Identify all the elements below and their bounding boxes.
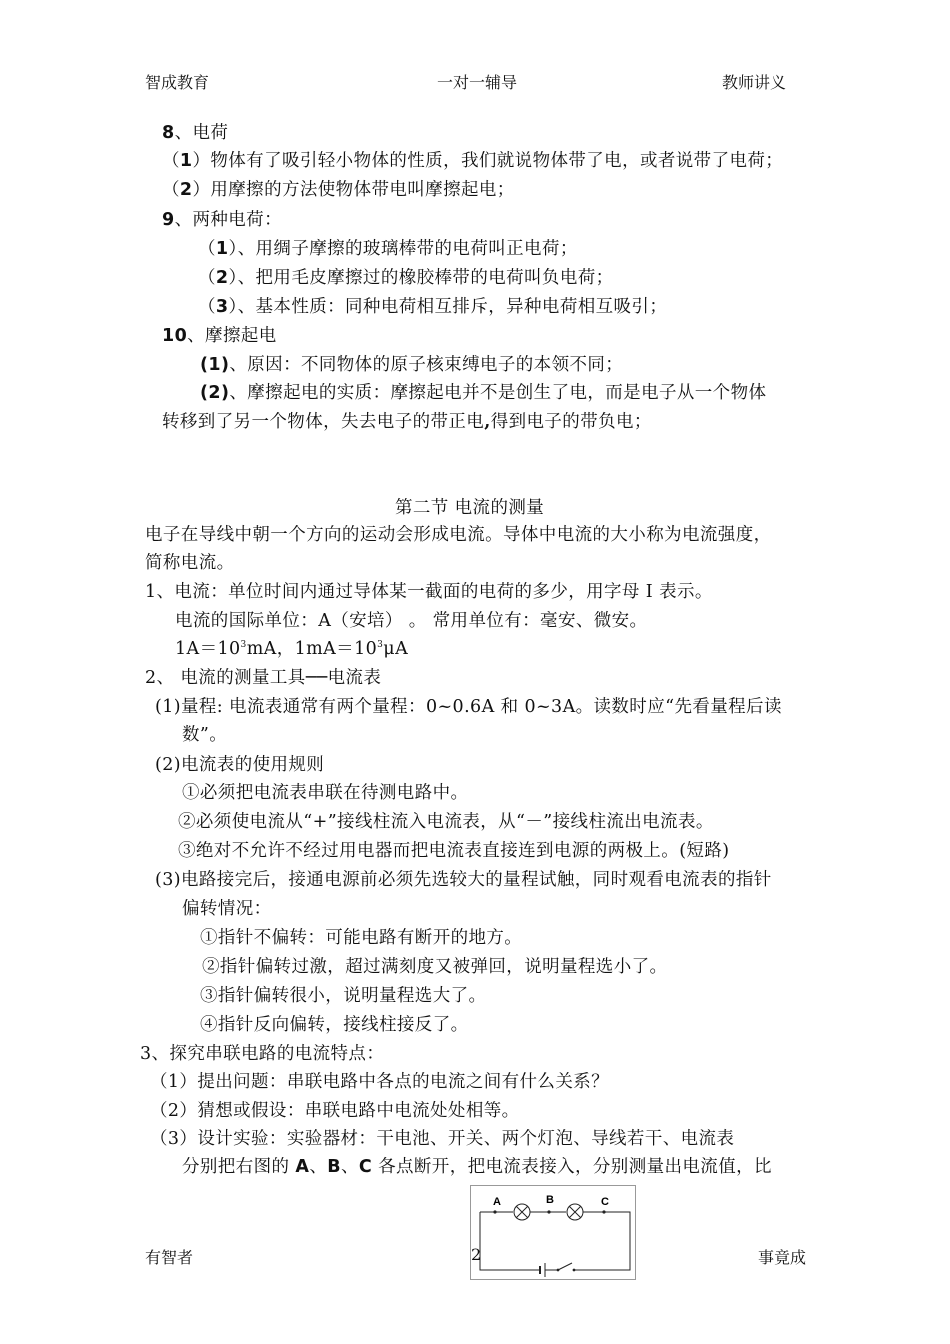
item-number: 1 — [215, 239, 229, 259]
point-c-label: C — [601, 1196, 609, 1208]
point-label: C — [358, 1157, 373, 1177]
s10-item-2 — [200, 379, 766, 404]
footer-right: 事竟成 — [758, 1248, 807, 1267]
item-number: (2) — [200, 383, 230, 403]
case-2: ②指针偏转过激，超过满刻度又被弹回，说明量程选小了。 — [202, 957, 668, 977]
item-number: 2 — [179, 180, 193, 200]
s10-number: 10 — [162, 326, 188, 346]
point-1-units: 电流的国际单位：A（安培） 。 常用单位有：毫安、微安。 — [175, 611, 648, 631]
point-a-label: A — [493, 1196, 501, 1208]
s9-item-3 — [198, 293, 667, 318]
rule-2: ②必须使电流从“+”接线柱流入电流表，从“－”接线柱流出电流表。 — [178, 812, 714, 832]
s10-item-1 — [200, 351, 623, 376]
rule-3: ③绝对不允许不经过用电器而把电流表直接连到电源的两极上。(短路) — [178, 841, 730, 861]
point-2-trial: (3)电路接完后，接通电源前必须先选较大的量程试触，同时观看电流表的指针 — [155, 870, 772, 890]
exponent: 3 — [240, 640, 247, 651]
conv-text: μA — [383, 639, 409, 659]
s9-title: 、两种电荷： — [174, 210, 282, 230]
intro-line-2: 简称电流。 — [145, 553, 235, 573]
s8-number: 8 — [162, 123, 175, 143]
exponent: 3 — [377, 640, 384, 651]
rule-1: ①必须把电流表串联在待测电路中。 — [182, 783, 469, 803]
item-number: 2 — [215, 268, 229, 288]
point-a-dot — [493, 1210, 496, 1213]
item-number: 3 — [215, 297, 229, 317]
item-number: (1) — [200, 355, 230, 375]
point-1-conversion — [175, 635, 408, 660]
s10-title: 、摩擦起电 — [187, 326, 277, 346]
item-text: ）、把用毛皮摩擦过的橡胶棒带的电荷叫负电荷； — [228, 268, 614, 288]
separator: 、 — [340, 1157, 359, 1177]
paren: （ — [198, 239, 216, 259]
point-1: 1、电流：单位时间内通过导体某一截面的电荷的多少，用字母 I 表示。 — [145, 582, 713, 602]
point-label: B — [327, 1157, 341, 1177]
item-text: ）、用绸子摩擦的玻璃棒带的电荷叫正电荷； — [228, 239, 578, 259]
point-3-design: （3）设计实验：实验器材：干电池、开关、两个灯泡、导线若干、电流表 — [150, 1129, 735, 1149]
s8-heading — [162, 119, 228, 144]
point-2-trial-cont: 偏转情况： — [182, 899, 272, 919]
proc-text: 各点断开，把电流表接入，分别测量出电流值，比 — [372, 1157, 772, 1177]
section-title: 第二节 电流的测量 — [395, 498, 545, 518]
footer-left: 有智者 — [145, 1248, 194, 1267]
point-c-dot — [602, 1210, 605, 1213]
switch-pivot — [557, 1269, 560, 1272]
header-left: 智成教育 — [145, 73, 210, 92]
point-b-dot — [547, 1210, 550, 1213]
header-center: 一对一辅导 — [437, 73, 518, 92]
case-3: ③指针偏转很小，说明量程选大了。 — [200, 986, 487, 1006]
s10-item-2-continued — [162, 408, 652, 433]
point-3-hypothesis: （2）猜想或假设：串联电路中电流处处相等。 — [150, 1101, 520, 1121]
point-3-procedure — [182, 1153, 772, 1178]
s9-item-1 — [198, 235, 578, 260]
case-1: ①指针不偏转：可能电路有断开的地方。 — [200, 928, 523, 948]
point-b-label: B — [546, 1194, 554, 1206]
item-text: ）物体有了吸引轻小物体的性质，我们就说物体带了电，或者说带了电荷； — [192, 151, 784, 171]
page-number: 2 — [471, 1245, 482, 1264]
point-3: 3、探究串联电路的电流特点： — [140, 1044, 385, 1064]
s8-title: 、电荷 — [174, 123, 229, 143]
header-right: 教师讲义 — [722, 73, 787, 92]
point-label: A — [295, 1157, 310, 1177]
item-text: ）用摩擦的方法使物体带电叫摩擦起电； — [192, 180, 515, 200]
s9-item-2 — [198, 264, 614, 289]
point-3-question: （1）提出问题：串联电路中各点的电流之间有什么关系？ — [150, 1072, 610, 1092]
s10-heading — [162, 322, 277, 347]
s9-number: 9 — [162, 210, 175, 230]
separator: 、 — [309, 1157, 328, 1177]
point-2-range: (1)量程: 电流表通常有两个量程：0~0.6A 和 0~3A。读数时应“先看量程后读 — [155, 697, 782, 717]
conv-text: 1A＝10 — [175, 639, 241, 659]
comma: , — [484, 412, 491, 432]
item-text: 、原因：不同物体的原子核束缚电子的本领不同； — [229, 355, 624, 375]
series-circuit-diagram — [470, 1185, 636, 1280]
paren: （ — [198, 297, 216, 317]
item-text: ）、基本性质：同种电荷相互排斥，异种电荷相互吸引； — [228, 297, 668, 317]
point-2-rules: (2)电流表的使用规则 — [155, 755, 325, 775]
paren: （ — [162, 151, 180, 171]
paren: （ — [198, 268, 216, 288]
point-2: 2、 电流的测量工具──电流表 — [145, 668, 382, 688]
s8-item-1 — [162, 147, 783, 172]
paren: （ — [162, 180, 180, 200]
s8-item-2 — [162, 176, 515, 201]
intro-line-1: 电子在导线中朝一个方向的运动会形成电流。导体中电流的大小称为电流强度， — [145, 525, 772, 545]
item-number: 1 — [179, 151, 193, 171]
point-2-range-cont: 数”。 — [182, 725, 228, 745]
switch-contact — [573, 1269, 576, 1272]
conv-text: mA，1mA＝10 — [246, 639, 378, 659]
case-4: ④指针反向偏转，接线柱接反了。 — [200, 1015, 469, 1035]
item-text: 转移到了另一个物体，失去电子的带正电 — [162, 412, 485, 432]
item-text: 、摩擦起电的实质：摩擦起电并不是创生了电，而是电子从一个物体 — [229, 383, 767, 403]
item-text: 得到电子的带负电； — [490, 412, 652, 432]
proc-text: 分别把右图的 — [182, 1157, 296, 1177]
s9-heading — [162, 206, 282, 231]
